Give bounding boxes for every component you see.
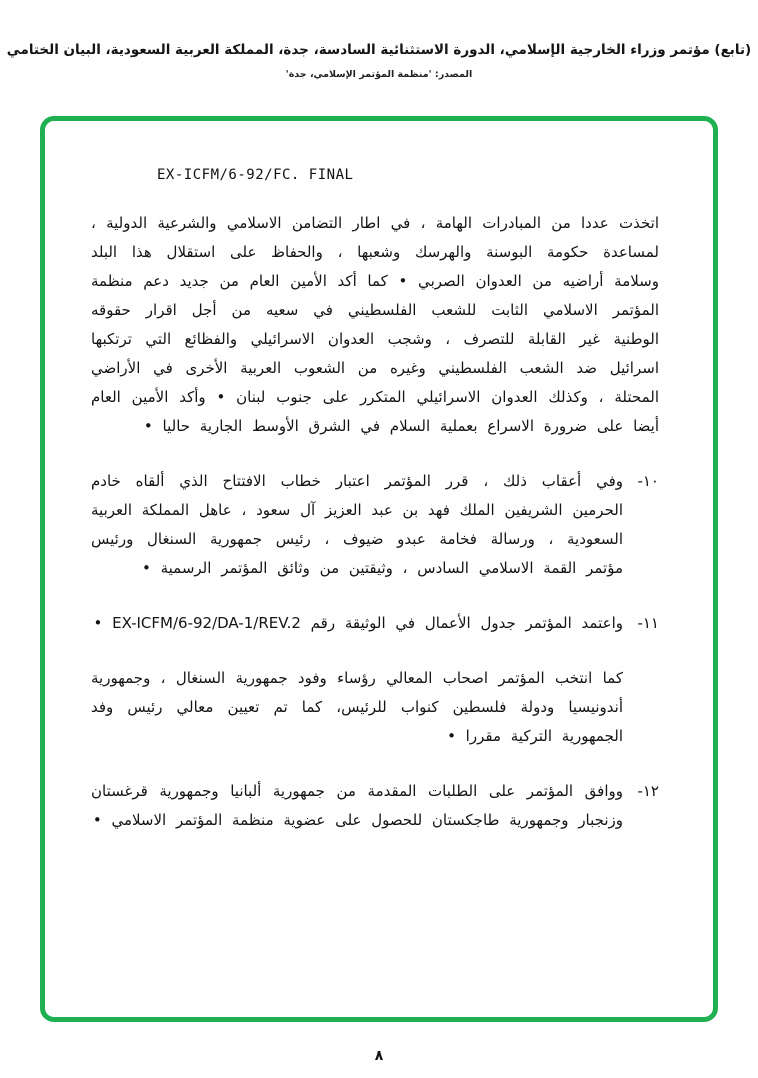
numbered-item-12 xyxy=(91,777,659,835)
item-12-text: ووافق المؤتمر على الطلبات المقدمة من جمهورية ألبانيا وجمهورية قرغستان وزنجبار وجمهورية طاجكستان للحصول على عضوية منظمة المؤتمر الاسلامي • xyxy=(91,782,623,829)
page-footer xyxy=(0,1045,758,1064)
page-header xyxy=(0,0,758,80)
content-border-box xyxy=(40,116,718,1022)
item-12-marker: ١٢- xyxy=(637,782,659,800)
numbered-item-10 xyxy=(91,467,659,583)
item-10-marker: ١٠- xyxy=(637,472,659,490)
numbered-item-11 xyxy=(91,609,659,638)
paragraph-vice-presidents: كما انتخب المؤتمر اصحاب المعالي رؤساء وفود جمهورية السنغال ، وجمهورية أندونيسيا ودولة فلسطين كنواب للرئيس، كما تم تعيين معالي رئيس وفد الجمهورية التركية مقررا • xyxy=(91,669,623,745)
item-10-text: وفي أعقاب ذلك ، قرر المؤتمر اعتبار خطاب الافتتاح الذي ألقاه خادم الحرمين الشريفين الملك فهد بن عبد العزيز آل سعود ، عاهل المملكة العربية السعودية ، ورسالة فخامة عبدو ضيوف ، رئيس جمهورية السنغال ورئيس مؤتمر القمة الاسلامي السادس ، وثيقتين من وثائق المؤتمر الرسمية • xyxy=(91,472,623,577)
item-11-marker: ١١- xyxy=(637,614,659,632)
paragraph-continuation: اتخذت عددا من المبادرات الهامة ، في اطار التضامن الاسلامي والشرعية الدولية ، لمساعدة حكومة البوسنة والهرسك وشعبها ، والحفاظ على استقلال هذا البلد وسلامة أراضيه من العدوان الصربي • كما أكد الأمين العام من جديد دعم منظمة المؤتمر الاسلامي الثابت للشعب الفلسطيني في سعيه من أجل اقرار حقوقه الوطنية غير القابلة للتصرف ، وشجب العدوان الاسرائيلي والفظائع التي ترتكبها اسرائيل ضد الشعب الفلسطيني وغيره من الشعوب العربية الأخرى في الأراضي المحتلة ، وكذلك العدوان الاسرائيلي المتكرر على جنوب لبنان • وأكد الأمين العام أيضا على ضرورة الاسراع بعملية السلام في الشرق الأوسط الجارية حاليا • xyxy=(91,214,659,435)
document-body xyxy=(91,209,659,835)
document-header-title: (تابع) مؤتمر وزراء الخارجية الإسلامي، الدورة الاستثنائية السادسة، جدة، المملكة العربية السعودية، البيان الختامي xyxy=(6,42,752,58)
page-number: ٨ xyxy=(374,1048,384,1064)
document-source-line: المصدر: 'منظمة المؤتمر الإسلامي، جدة' xyxy=(285,69,473,80)
document-reference-code: EX-ICFM/6-92/FC. FINAL xyxy=(157,167,354,183)
item-11-text: واعتمد المؤتمر جدول الأعمال في الوثيقة رقم EX-ICFM/6-92/DA-1/REV.2 • xyxy=(93,614,623,632)
